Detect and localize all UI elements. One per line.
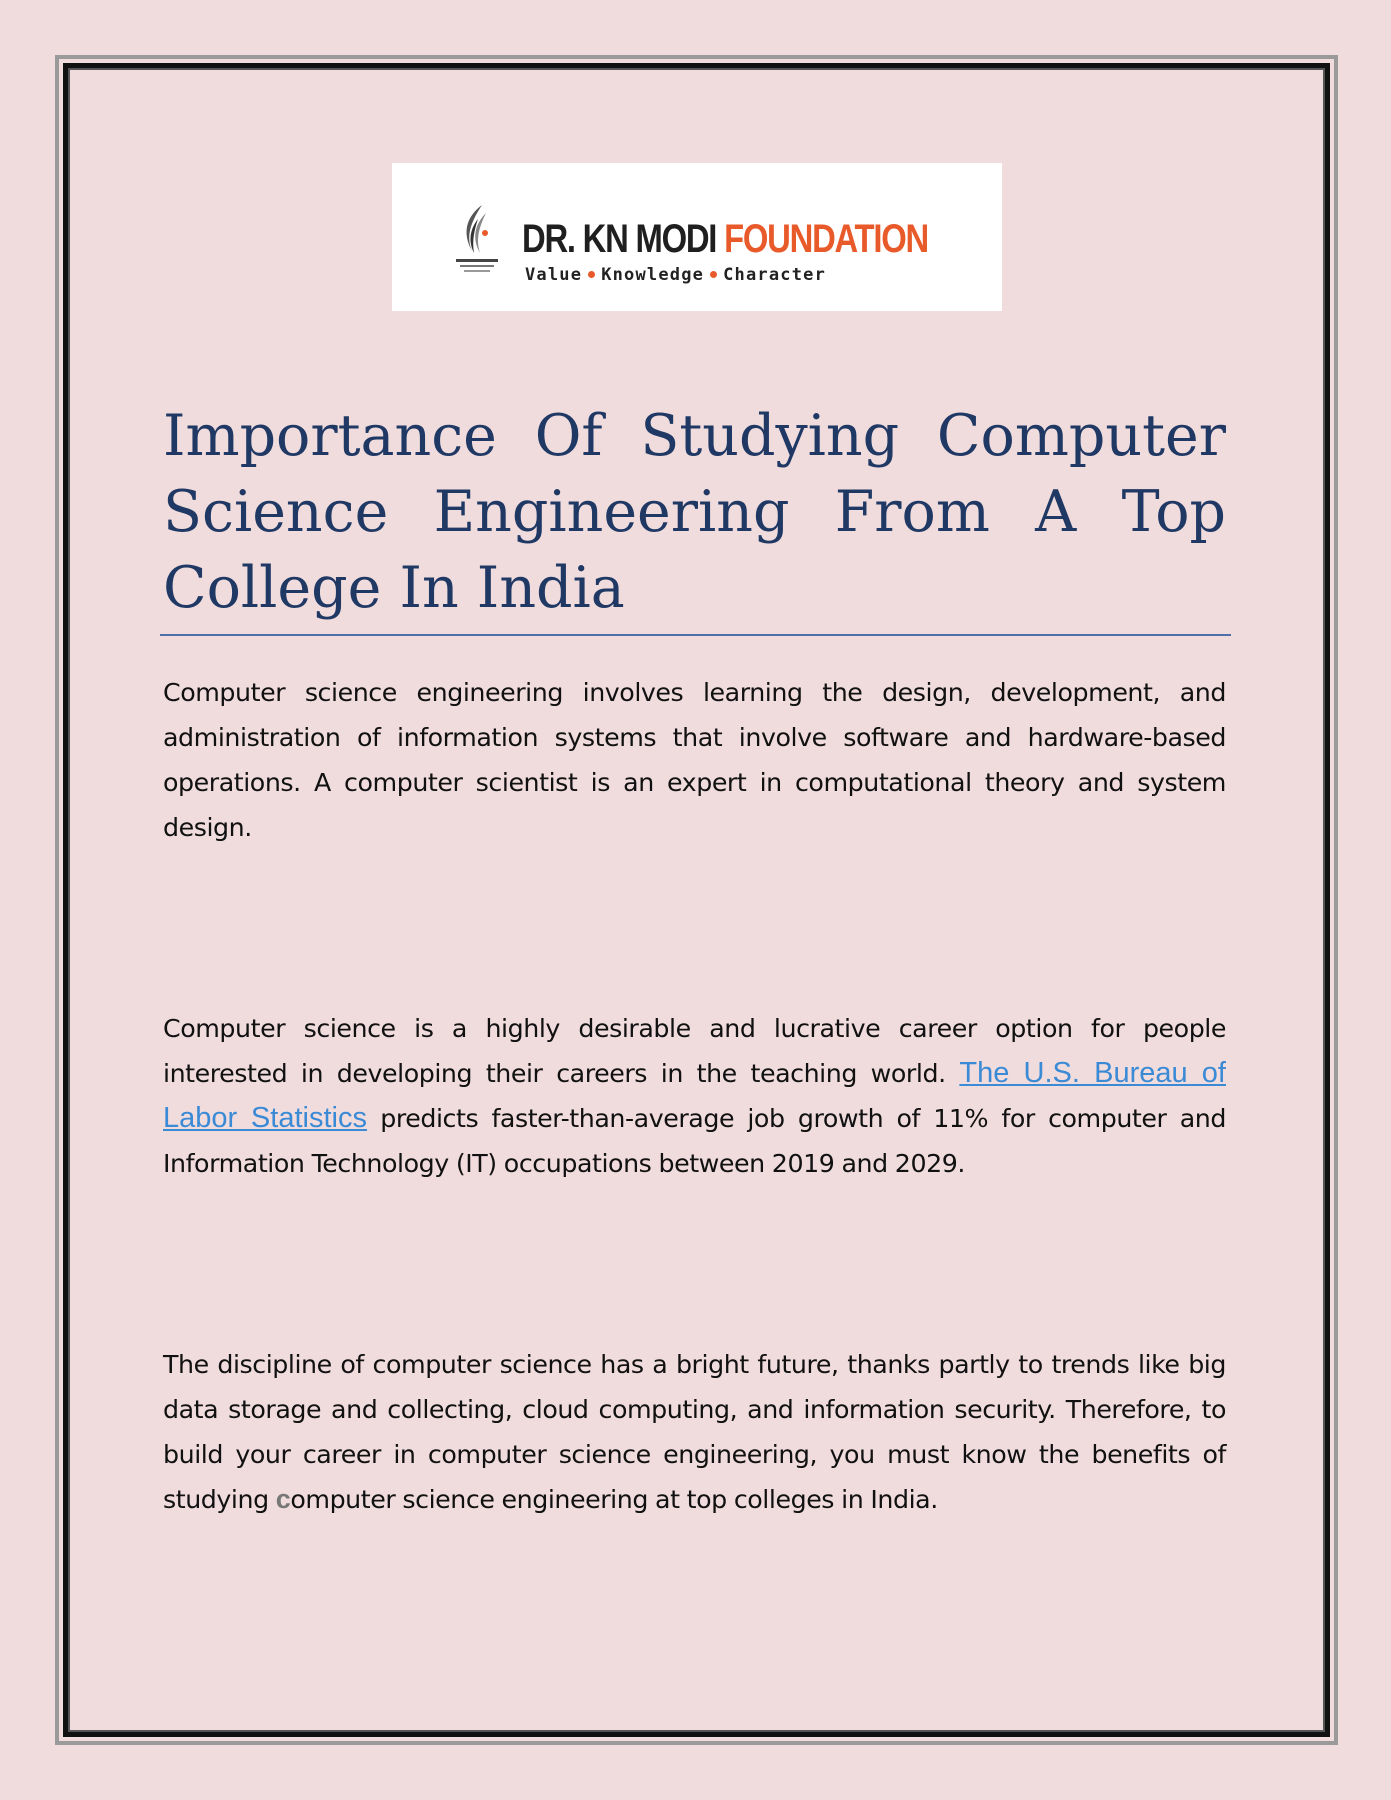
paragraph-future-text-a: The discipline of computer science has a bright future, thanks partly to trends like big data storage and collecting, cloud computing, and information security. Therefore, to build your career in computer science engineering, you must know the benefits of studying (163, 1350, 1226, 1514)
flame-emblem-icon (452, 199, 502, 279)
paragraph-future-letter-c: c (275, 1484, 291, 1514)
paragraph-career-text-a: Computer science is a highly desirable and lucrative career option for people interested in developing their careers in the teaching world. (163, 1014, 1226, 1088)
paragraph-future (163, 1342, 1226, 1522)
title-divider (160, 634, 1231, 636)
logo-tagline-character: Character (723, 265, 827, 285)
logo-tagline-knowledge: Knowledge (601, 265, 705, 285)
logo-name (522, 219, 928, 259)
logo-tagline (525, 265, 826, 285)
logo-name-part-a: DR. KN MODI (522, 217, 725, 261)
page-title: Importance Of Studying Computer Science Engineering From A Top College In India (163, 403, 1226, 621)
paragraph-career (163, 1006, 1226, 1186)
paragraph-future-text-b: omputer science engineering at top colleges in India. (290, 1485, 938, 1514)
logo-tagline-value: Value (525, 265, 583, 285)
bls-link[interactable]: The U.S. Bureau of Labor Statistics (163, 1057, 1226, 1134)
logo (392, 163, 1002, 311)
bullet-dot-icon (710, 271, 717, 278)
logo-name-part-b: FOUNDATION (724, 217, 928, 261)
bullet-dot-icon (588, 271, 595, 278)
paragraph-intro: Computer science engineering involves learning the design, development, and administration of information systems that involve software and hardware-based operations. A computer scientist is an expert in computational theory and system design. (163, 678, 1226, 842)
paragraph-career-text-b: predicts faster-than-average job growth of 11% for computer and Information Technology (IT) occupations between 2019 and 2029. (163, 1104, 1226, 1178)
